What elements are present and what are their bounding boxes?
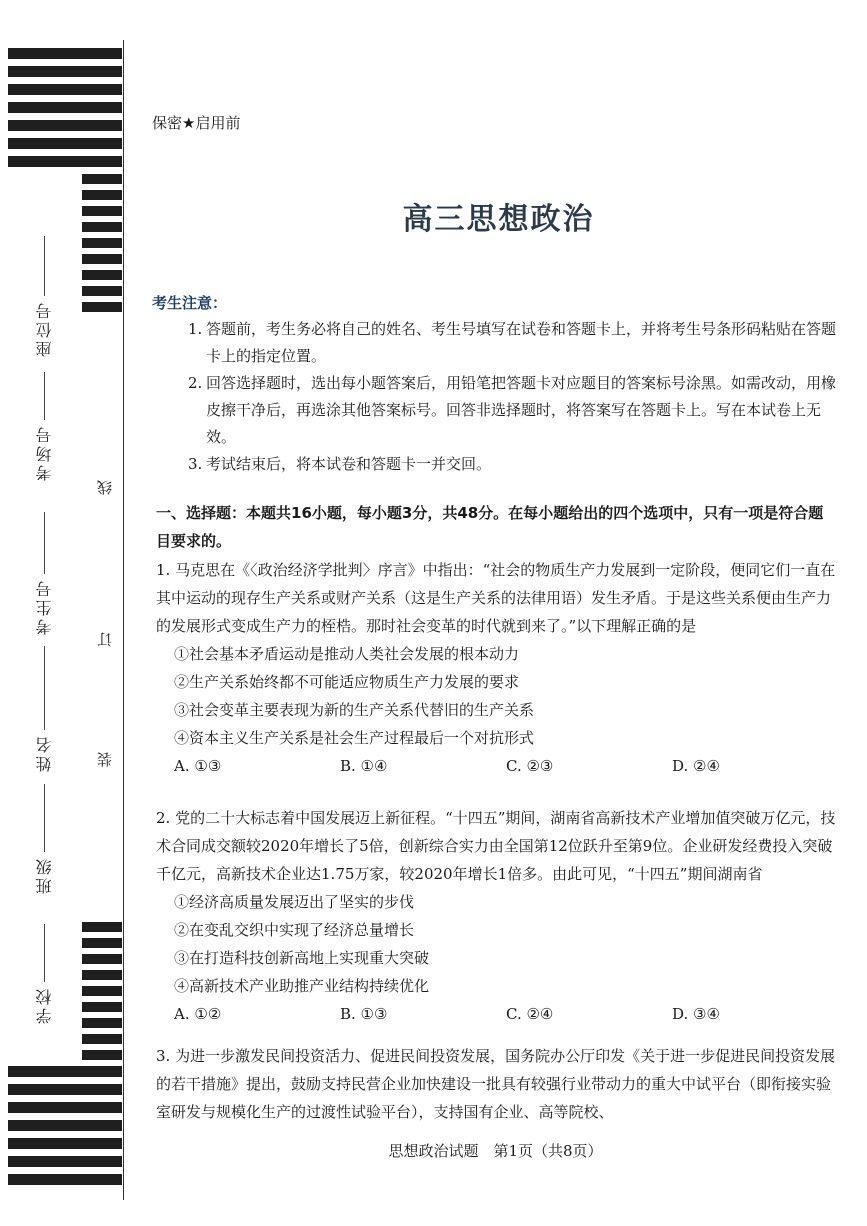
binding-word-line: 线 [96,480,114,495]
confidential-label: 保密★启用前 [152,114,241,132]
exam-room-label: 考场号 [34,424,54,481]
answer-choices [156,752,838,780]
question-stem: 3. 为进一步激发民间投资活力、促进民间投资发展，国务院办公厅印发《关于进一步促进民间投资发展的若干措施》提出，鼓励支持民营企业加快建设一批具有较强行业带动力的重大中试平台（即衔接实验室研发与规模化生产的过渡性试验平台），支持国有企业、高等院校、 [156,1047,836,1121]
choice-c: C. ②④ [506,1005,554,1023]
binding-strip [0,0,124,1226]
notice-list [188,316,838,478]
choice-c: C. ②③ [506,757,554,775]
binding-word-bind: 装 [96,752,114,767]
choice-d: D. ②④ [672,757,720,775]
statement-option: ②在变乱交织中实现了经济总量增长 [174,921,415,939]
notice-item: 2. 回答选择题时，选出每小题答案后，用铅笔把答题卡对应题目的答案标号涂黑。如需改动，用橡皮擦干净后，再选涂其他答案标号。回答非选择题时，将答案写在答题卡上。写在本试卷上无效。 [188,374,837,446]
notice-heading: 考生注意： [152,294,228,312]
statement-option: ①社会基本矛盾运动是推动人类社会发展的根本动力 [174,645,520,663]
class-label: 班级 [34,856,54,894]
statement-option: ④高新技术产业助推产业结构持续优化 [174,977,430,995]
question-stem: 1. 马克思在《〈政治经济学批判〉序言》中指出：“社会的物质生产力发展到一定阶段，便同它们一直在其中运动的现存生产关系或财产关系（这是生产关系的法律用语）发生矛盾。于是这些关系便由生产力的发展形式变成生产力的桎梏。那时社会变革的时代就到来了。”以下理解正确的是 [156,561,836,635]
seat-number-label: 座位号 [34,300,54,357]
page-title: 高三思想政治 [402,202,595,237]
school-field[interactable] [26,924,62,1024]
exam-room-field[interactable] [26,372,62,481]
school-label: 学校 [34,986,54,1024]
question-3 [156,1042,838,1126]
question-1 [156,556,838,780]
name-label: 姓名 [34,734,54,772]
binding-word-staple: 订 [96,632,114,647]
statement-option: ②生产关系始终都不可能适应物质生产力发展的要求 [174,673,520,691]
name-field[interactable] [26,646,62,772]
candidate-number-label: 考生号 [34,578,54,635]
statement-option: ③在打造科技创新高地上实现重大突破 [174,949,430,967]
notice-item: 3. 考试结束后，将本试卷和答题卡一并交回。 [188,455,492,473]
statement-option: ④资本主义生产关系是社会生产过程最后一个对抗形式 [174,729,535,747]
choice-b: B. ①④ [340,757,388,775]
choice-d: D. ③④ [672,1005,720,1023]
question-2 [156,804,838,1028]
statement-option: ③社会变革主要表现为新的生产关系代替旧的生产关系 [174,701,535,719]
choice-a: A. ①② [174,1005,222,1023]
section-heading: 一、选择题：本题共16小题，每小题3分，共48分。在每小题给出的四个选项中，只有一项是符合题目要求的。 [156,504,824,550]
notice-item: 1. 答题前，考生务必将自己的姓名、考生号填写在试卷和答题卡上，并将考生号条形码粘贴在答题卡上的指定位置。 [188,320,837,365]
page-footer: 思想政治试题 第1页（共8页） [388,1142,603,1160]
choice-b: B. ①③ [340,1005,388,1023]
class-field[interactable] [26,784,62,894]
seat-number-field[interactable] [26,236,62,357]
choice-a: A. ①③ [174,757,222,775]
question-stem: 2. 党的二十大标志着中国发展迈上新征程。“十四五”期间，湖南省高新技术产业增加值突破万亿元，技术合同成交额较2020年增长了5倍，创新综合实力由全国第12位跃升至第9位。企业研发经费投入突破千亿元，高新技术企业达1.75万家，较2020年增长1倍多。由此可见，“十四五”期间湖南省 [156,809,836,883]
answer-choices [156,1000,838,1028]
statement-option: ①经济高质量发展迈出了坚实的步伐 [174,893,415,911]
candidate-number-field[interactable] [26,512,62,635]
